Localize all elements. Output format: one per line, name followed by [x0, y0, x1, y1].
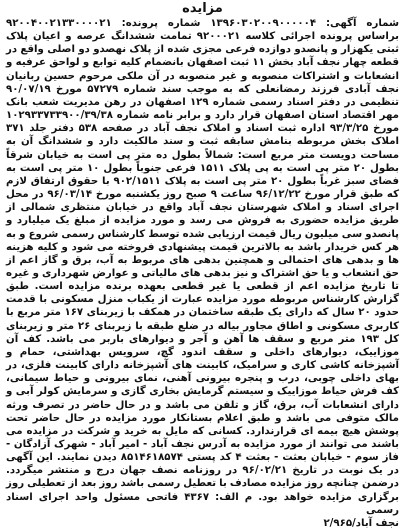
notice-page: [6, 0, 400, 529]
notice-body: شماره آگهی: ۱۳۹۶۰۳۰۲۰۰۹۰۰۰۰۰۴ شماره پرونده: ۹۲۰۰۴۰۰۲۱۳۳۰۰۰۰۲۱ براساس پرونده اجرائی کلاسه ۹۲۰۰۰۲۱ تمامت ششدانگ عرصه و اعیان پلاک ثبتی یکهزار و پانصدو دوازده فرعی مجزی شده از پلاک نهصدو دو اصلی واقع در قطعه چهار نجف آباد بخش ۱۱ ثبت اصفهان بانضمام کلیه توابع و لواحق عرفیه و انشعابات و اشتراکات منصوبه و غیر منصوبه در آن ملکی مرحوم حسین ربانیان نجف آبادی فرزند رمضانعلی که به موجب سند شماره ۵۷۲۷۹ مورخ ۹۰/۰۷/۱۹ تنظیمی در دفتر اسناد رسمی شماره ۱۲۹ اصفهان در رهن مدیریت شعب بانک مهر اقتصاد استان اصفهان قرار دارد و برابر نامه شماره ۱۰۲۹۳۳۷۳۳۹۰۰/۳۹/۳۸ مورخ ۹۳/۳/۲۵ اداره ثبت اسناد و املاک نجف آباد در صفحه ۵۳۸ دفتر جلد ۳۷۱ املاک بخش مربوطه بنامش سابقه ثبت و سند مالکیت دارد و ششدانگ آن به مساحت دویست متر مربع است: شمالاً بطول ده متر پی است به خیابان شرقاً بطول ۲۰ متر پی است به پی پلاک ۱۵۱۱ فرعی جنوباً بطول ۱۰ متر پی است به فضای سبز غرباً بطول ۲۰ متر پی است به پلاک ۹۰۲/۱۵۱۱ با حقوق ارتفاق لازم که طبق قرار مورخ ۹۶/۱۲/۲۲ ساعت ۹ صبح روز یکشنبه مورخ ۹۶/۰۳/۱۴ در محل اجرای اسناد و املاک شهرستان نجف آباد واقع در خیابان منتظری شمالی از طریق مزایده حضوری به فروش می رسد و مورد مزایده از مبلغ یک میلیارد و پانصدو سی میلیون ریال قیمت ارزیابی شده توسط کارشناس رسمی شروع و به هر کس خریدار باشد به بالاترین قیمت پیشنهادی فروخته می شود و کلیه هزینه ها و بدهی های احتمالی و همچنین بدهی های مربوط به آب، برق و گاز اعم از حق انشعاب و یا حق اشتراک و نیز بدهی های مالیاتی و عوارض شهرداری و غیره تا تاریخ مزایده اعم از قطعی یا غیر قطعی بعهده برنده مزایده است. طبق گزارش کارشناس مربوطه مورد مزایده عبارت از یکباب منزل مسکونی با قدمت حدود ۲۰ سال که دارای یک طبقه ساختمان در همکف با زیربنای ۱۶۷ متر مربع با کاربری مسکونی و اطاق مجاور بیاله در ضلع طبقه با زیربنای ۲۶ متر و زیربنای کل ۱۹۳ متر مربع و سقف ها آهن و آجر و دیوارهای باربر می باشد. کف آن موزاییک، دیوارهای داخلی و سقف اندود گچ، سرویس بهداشتی، حمام و آشپزخانه کاشی کاری و سرامیک، کابینت های آشپزخانه دارای کابینت فلزی، در بهای داخلی چوبی، درب و پنجره بیرونی آهنی، نمای بیرونی و حیاط سیمانی، کف فرش حیاط موزاییک و سیستم گرمایش بخاری گازی و سرمایش کولر آبی و دارای انشعابات آب، برق، گاز و تلفن می باشد و در حال حاضر در تصرف ورثه مالک متوفی می باشد و طبق اعلام بستانکار مورد مزایده در حال حاضر تحت پوشش هیچ بیمه ای قرارندارد. کسانی که مایل به خرید و شرکت در مزایده می باشند می توانند از مورد مزایده به آدرس نجف آباد - امیر آباد - شهرک آزادگان - فاز سوم - خیابان بعثت - بعثت ۴ کد پستی ۸۵۱۴۶۱۸۵۷۴ دیدن نمایند. این آگهی در یک نوبت در تاریخ ۹۶/۰۲/۲۱ در روزنامه نصف جهان درج و منتشر میگردد. درضمن چنانچه روز مزایده مصادف با تعطیل رسمی باشد روز بعد از تعطیلی روز برگزاری مزایده خواهد بود. م الف: ۴۳۶۷ فاتحی مسئول واحد اجرای اسناد رسمی: [6, 18, 400, 516]
notice-title: مزایده: [182, 1, 223, 16]
notice-footer: نجف آباد/۲/۹۶۵: [323, 517, 399, 529]
